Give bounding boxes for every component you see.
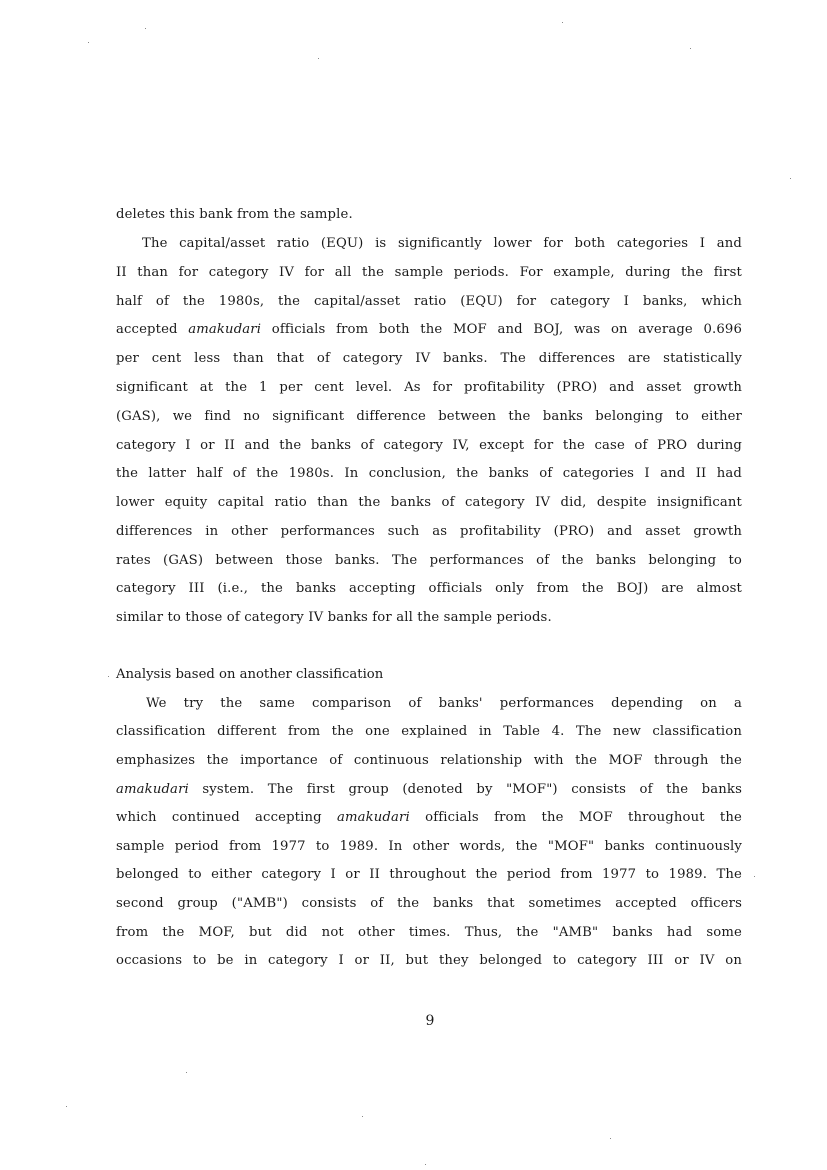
paragraph-2-line: rates (GAS) between those banks. The performances of the banks belonging to bbox=[116, 553, 742, 568]
paragraph-2-line: the latter half of the 1980s. In conclusion, the banks of categories I and II had bbox=[116, 466, 742, 481]
scan-speck bbox=[318, 58, 319, 59]
paragraph-3-line: We try the same comparison of banks' performances depending on a bbox=[146, 696, 742, 711]
scan-speck bbox=[562, 22, 563, 23]
paragraph-2-line: category I or II and the banks of category IV, except for the case of PRO during bbox=[116, 438, 742, 453]
scan-speck bbox=[690, 48, 691, 49]
paragraph-2-line: per cent less than that of category IV banks. The differences are statistically bbox=[116, 351, 742, 366]
paragraph-2-line: similar to those of category IV banks for all the sample periods. bbox=[116, 610, 552, 625]
scan-speck bbox=[88, 42, 89, 43]
paragraph-2-line: accepted amakudari officials from both the MOF and BOJ, was on average 0.696 bbox=[116, 322, 742, 337]
scan-speck bbox=[790, 178, 791, 179]
scan-speck bbox=[362, 1116, 363, 1117]
paragraph-2-line: significant at the 1 per cent level. As for profitability (PRO) and asset growth bbox=[116, 380, 742, 395]
paragraph-2-line: The capital/asset ratio (EQU) is significantly lower for both categories I and bbox=[142, 236, 742, 251]
paragraph-2-line: half of the 1980s, the capital/asset ratio (EQU) for category I banks, which bbox=[116, 294, 742, 309]
paragraph-3-line: classification different from the one explained in Table 4. The new classification bbox=[116, 724, 742, 739]
paragraph-3-line: from the MOF, but did not other times. Thus, the "AMB" banks had some bbox=[116, 925, 742, 940]
page-number: 9 bbox=[425, 1013, 435, 1029]
paragraph-2-line: lower equity capital ratio than the banks of category IV did, despite insignificant bbox=[116, 495, 742, 510]
paragraph-3-line: belonged to either category I or II throughout the period from 1977 to 1989. The bbox=[116, 867, 742, 882]
paragraph-2-line: category III (i.e., the banks accepting officials only from the BOJ) are almost bbox=[116, 581, 742, 596]
scan-speck bbox=[425, 1164, 426, 1165]
paragraph-2-line: II than for category IV for all the sample periods. For example, during the first bbox=[116, 265, 742, 280]
paragraph-2-line: differences in other performances such as profitability (PRO) and asset growth bbox=[116, 524, 742, 539]
paragraph-1-line: deletes this bank from the sample. bbox=[116, 207, 353, 222]
paragraph-3-line: second group ("AMB") consists of the banks that sometimes accepted officers bbox=[116, 896, 742, 911]
scan-speck bbox=[754, 876, 755, 877]
scan-speck bbox=[66, 1106, 67, 1107]
scan-speck bbox=[108, 676, 109, 677]
paragraph-3-line: emphasizes the importance of continuous relationship with the MOF through the bbox=[116, 753, 742, 768]
paragraph-3-line: which continued accepting amakudari officials from the MOF throughout the bbox=[116, 810, 742, 825]
scan-speck bbox=[145, 28, 146, 29]
paragraph-2-line: (GAS), we find no significant difference between the banks belonging to either bbox=[116, 409, 742, 424]
scan-speck bbox=[610, 1138, 611, 1139]
section-heading: Analysis based on another classification bbox=[116, 667, 384, 682]
scan-speck bbox=[186, 1072, 187, 1073]
paragraph-3-line: sample period from 1977 to 1989. In other words, the "MOF" banks continuously bbox=[116, 839, 742, 854]
paragraph-3-line: occasions to be in category I or II, but they belonged to category III or IV on bbox=[116, 953, 742, 968]
paragraph-3-line: amakudari system. The first group (denoted by "MOF") consists of the banks bbox=[116, 782, 742, 797]
